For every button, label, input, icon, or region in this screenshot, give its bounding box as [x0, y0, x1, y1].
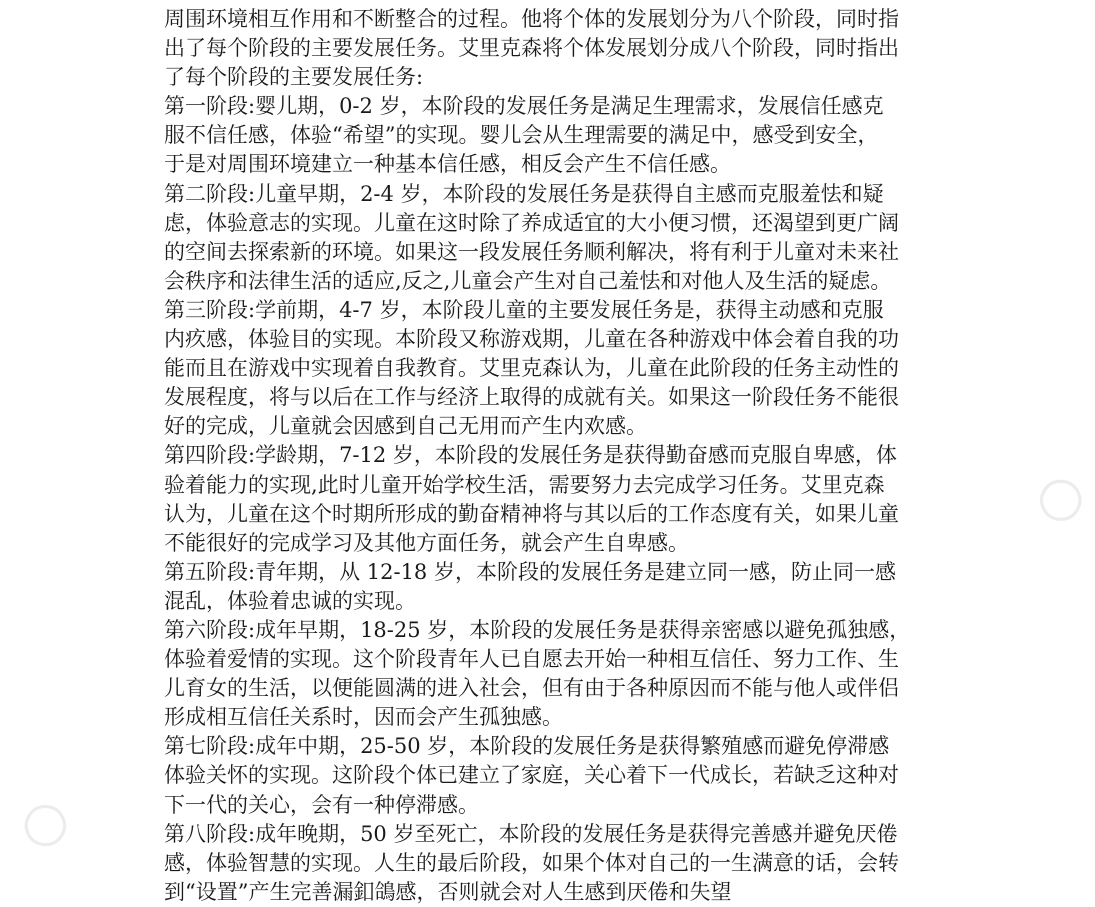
- text-line: 能而且在游戏中实现着自我教育。艾里克森认为，儿童在此阶段的任务主动性的: [164, 356, 899, 381]
- text-line: 于是对周围环境建立一种基本信任感，相反会产生不信任感。: [164, 152, 731, 177]
- watermark-glyph: ○: [8, 782, 79, 861]
- text-line: 认为，儿童在这个时期所形成的勤奋精神将与其以后的工作态度有关，如果儿童: [164, 501, 899, 526]
- stage-1-line: 第一阶段:婴儿期，0-2 岁，本阶段的发展任务是满足生理需求，发展信任感克: [164, 94, 884, 119]
- text-line: 下一代的关心，会有一种停滞感。: [164, 792, 479, 817]
- text-line: 服不信任感，体验“希望”的实现。婴儿会从生理需要的满足中，感受到安全，: [164, 123, 879, 148]
- text-line: 混乱，体验着忠诚的实现。: [164, 588, 416, 613]
- text-line: 不能很好的完成学习及其他方面任务，就会产生自卑感。: [164, 530, 689, 555]
- text-line: 虑，体验意志的实现。儿童在这时除了养成适宜的大小便习惯，还渴望到更广阔: [164, 210, 899, 235]
- text-line: 周围环境相互作用和不断整合的过程。他将个体的发展划分为八个阶段，同时指: [164, 7, 899, 31]
- text-line: 内疚感，体验目的实现。本阶段又称游戏期，儿童在各种游戏中体会着自我的功: [164, 327, 899, 352]
- stage-4-line: 第四阶段:学龄期，7-12 岁，本阶段的发展任务是获得勤奋感而克服自卑感，体: [164, 443, 897, 468]
- text-line: 好的完成，儿童就会因感到自己无用而产生内欢感。: [164, 414, 647, 439]
- stage-3-line: 第三阶段:学前期，4-7 岁，本阶段儿童的主要发展任务是，获得主动感和克服: [164, 297, 884, 322]
- text-line: 验着能力的实现,此时儿童开始学校生活，需要努力去完成学习任务。艾里克森: [164, 472, 885, 497]
- stage-2-line: 第二阶段:儿童早期，2-4 岁，本阶段的发展任务是获得自主感而克服羞怯和疑: [164, 181, 884, 206]
- text-line: 形成相互信任关系时，因而会产生孤独感。: [164, 705, 563, 730]
- text-line: 到“设置”产生完善漏釦鴿感，否则就会对人生感到厌倦和失望: [164, 879, 732, 904]
- stage-7-line: 第七阶段:成年中期，25-50 岁，本阶段的发展任务是获得繁殖感而避免停滞感: [164, 734, 890, 759]
- stage-8-line: 第八阶段:成年晚期，50 岁至死亡，本阶段的发展任务是获得完善感并避免厌倦: [164, 821, 898, 846]
- text-line: 会秩序和法律生活的适应,反之,儿童会产生对自己羞怯和对他人及生活的疑虑。: [164, 268, 892, 293]
- text-line: 儿育女的生活，以便能圆满的进入社会，但有由于各种原因而不能与他人或伴侣: [164, 676, 899, 701]
- stage-6-line: 第六阶段:成年早期，18-25 岁，本阶段的发展任务是获得亲密感以避免孤独感，: [164, 617, 911, 642]
- watermark-glyph: ○: [1022, 457, 1095, 536]
- text-line: 了每个阶段的主要发展任务:: [164, 65, 424, 90]
- body-text: [164, 5, 924, 907]
- text-line: 感，体验智慧的实现。人生的最后阶段，如果个体对自己的一生满意的话，会转: [164, 850, 899, 875]
- text-line: 体验关怀的实现。这阶段个体已建立了家庭，关心着下一代成长，若缺乏这种对: [164, 763, 899, 788]
- text-line: 的空间去探索新的环境。如果这一段发展任务顺利解决，将有利于儿童对未来社: [164, 239, 899, 264]
- text-line: 出了每个阶段的主要发展任务。艾里克森将个体发展划分成八个阶段，同时指出: [164, 36, 899, 61]
- stage-5-line: 第五阶段:青年期，从 12-18 岁，本阶段的发展任务是建立同一感，防止同一感: [164, 559, 896, 584]
- text-line: 体验着爱情的实现。这个阶段青年人已自愿去开始一种相互信任、努力工作、生: [164, 647, 899, 672]
- text-line: 发展程度，将与以后在工作与经济上取得的成就有关。如果这一阶段任务不能很: [164, 385, 899, 410]
